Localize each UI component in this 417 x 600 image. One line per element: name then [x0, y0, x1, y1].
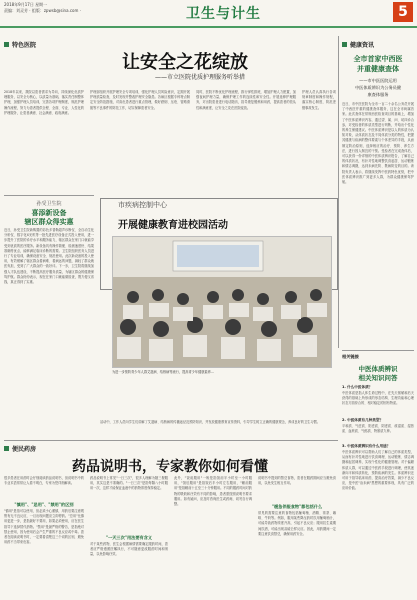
- qa-question-1: 1. 什么中医体质？: [342, 385, 373, 389]
- right-headline-2: 并重健康查体: [357, 64, 399, 73]
- bottom-section-divider: [4, 440, 338, 441]
- issue-date: 2018年9月17日 星期一: [4, 2, 48, 7]
- right-article-body: 近日，市中医医院为全市一百二十余名公务员开展了中西医并重的健康查体服务，这在全市尚属首家。此次查体在常规西医检查项目的基础上，增加了中医体质辨识内容，通过望、闻、问、切四诊合参，对受检者的体质类型进行判断，并给出个性化的养生保健建议。中医体质辨识是以人的体质为认知对象，从体质状态及不同体质分类的特性，把握其健康与疾病的整体要素与个体差异的手段，从而制定防治原则，选择相应的治疗、预防、养生方法，进行因人制宜的干预。受检者在完成查体后，可以获得一份详细的中医体质辨识报告，了解自己的体质状况，有针对性地调整饮食起居、运动锻炼和情志调摄，达到未病先防、既病防变的目的。该院负责人表示，将继续发挥中医药特色优势，把中医体质辨识推广到更多人群，为群众健康保驾护航。: [342, 102, 414, 185]
- qa-question-3: 3. 中医体质辨识有什么用途？: [342, 444, 391, 448]
- bottom-column-3: 对于某些药物，医生会根据病情需要确定服药时间，患者应严格遵照医嘱执行，不可随意更改服药时间和剂量，以免影响疗效。: [90, 542, 168, 557]
- feature-body: 活动中，工作人员向学生们讲解了艾滋病、结核病的传播途径及预防知识，并发放健康教育宣传资料，引导学生树立正确的健康观念，养成良好的卫生习惯。: [100, 420, 320, 424]
- hospital-article-top-divider: [4, 195, 94, 196]
- hospital-headline-2: 辖区群众得实惠: [24, 217, 74, 226]
- related-links-label: 相关链接: [342, 354, 359, 359]
- bottom-intro: 很多患者在用药时会仔细阅读药品说明书，但说明书中的专业术语常常让人看不明白，专家为您详细解读。: [4, 476, 84, 486]
- section-tag-pharmacy: 便民药房: [4, 444, 36, 453]
- right-subhead-1: ——市中医医院运用: [359, 78, 397, 83]
- qa-title-1: 中医体质辨识: [358, 365, 398, 373]
- section-marker-icon: [342, 42, 347, 47]
- article-column-3: 同时，医院不断优化护理流程，推行弹性排班，增加护理人力配置，加强夜间护理力量，确保护理工作的连续性和安全性。开展延伸护理服务，对出院患者进行电话随访，指导康复锻炼和用药，提高患者的依从性和满意度，让安全之花在医院绽放。: [196, 90, 296, 110]
- right-subhead-3: 康查体服务: [367, 92, 389, 97]
- bottom-headline: 药品说明书，专家教你如何看懂: [72, 459, 268, 475]
- article-column-2: 护理部组织开展护理安全专项培训，强化护理人员风险意识，定期开展护理质量检查，及时发现并整改护理安全隐患。各病区根据专科特点制定安全防范措施，对高危患者进行重点管理，做好跌倒、压疮、管路滑脱等不良事件的防范工作，切实保障患者安全。: [90, 90, 190, 110]
- bottom-column-5a: 说明书中提到的禁忌食物，患者在服药期间应当避免食用，以免发生相互作用。: [258, 476, 336, 486]
- subhead-1: "慎用"、"忌用"、"禁用"的区别: [14, 502, 74, 507]
- hospital-article-body: 近日，孙受卫生院新购置的彩色多普勒超声诊断仪、全自动生化分析仪、数字化X光机等一批先进医疗设备正式投入使用，进一步提升了医院的诊疗水平和服务能力，辖区群众在家门口就能享受到优质的医疗服务。新设备具有操作简便、检测速度快、结果准确等优点，能够满足临床诊断的需要。卫生院组织医务人员进行了专业培训，确保设备安全、规范使用。此次新设备的投入使用，有效缓解了辖区群众看病难、看病远的问题，减轻了群众就医负担，受到了广大群众的一致好评。下一步，卫生院将继续加强人才队伍建设，不断提高医疗服务质量，为辖区群众的健康保驾护航。群众纷纷表示，现在在家门口就能做检查，既方便又省钱，真正得到了实惠。: [4, 228, 94, 285]
- section-title: 卫生与计生: [186, 6, 261, 22]
- section-tag-health-news: 健康资讯: [342, 40, 374, 49]
- hospital-name: 孙受卫生院: [36, 201, 62, 207]
- bottom-column-1: "慎用"是指可以使用，但必须小心谨慎，用药后要注意观察有无不良反应，一旦出现问题应立即停药。"忌用"比慎用更进一步，是指最好不要用，如果必须使用，应在医生指导下选择替代药物。"禁用"是最严格的警告，是指绝对禁止使用，因为使用后会产生严重的不良反应或中毒。患者在阅读说明书时，一定要看清楚这三个词的区别，避免用药不当带来危害。: [4, 509, 84, 545]
- qa-answer-1: 中医体质是指人体生命过程中，在先天禀赋和后天获得的基础上所形成的形态结构、生理功能和心理状态方面综合的、相对稳定的固有特质。: [342, 391, 414, 406]
- section-marker-icon: [4, 42, 9, 47]
- article-column-1: 2018年以来，我院以患者需求为导向，持续深化优质护理服务，以安全为核心，以质量为基础，落实责任制整体护理，加强护理人员培训，完善各项护理制度，规范护理操作流程，努力为患者提供全程、全面、专业、人性化的护理服务，让患者满意、社会满意、政府满意。: [4, 90, 84, 115]
- qa-answer-2: 平和质、气虚质、阳虚质、阴虚质、痰湿质、湿热质、血瘀质、气郁质、特禀质九种。: [342, 424, 414, 434]
- classroom-photo-image: [113, 237, 331, 367]
- classroom-photo: [112, 236, 332, 368]
- page-number-badge: 5: [393, 2, 413, 22]
- right-subhead-2: 中医体质辨识为公务员健: [354, 85, 402, 90]
- bottom-column-2: 药品说明书上常见"一日三次"，很多人理解为随三餐服用，其实这是不准确的。"一日三次"是指每隔八小时服用一次，这样才能保证血液中的药物浓度保持稳定。: [90, 476, 168, 491]
- bottom-column-4: 此外，"饭前服用"一般是指饭前半小时至一小时服用，"饭后服用"是指饭后半小时左右服用，"睡前服用"是指睡前十五至三十分钟服用。不同的服药时间对药物的吸收和疗效有不同的影响，患者需按照说明书要求服用。如有疑问，应及时咨询医生或药师，切勿自行调整。: [174, 476, 252, 507]
- qa-title-2: 相关知识问答: [358, 374, 398, 382]
- right-column-divider: [338, 36, 339, 348]
- editor-line: 责编：刘灵芳 · 组版：zpwsb@sina.com ·: [4, 7, 81, 13]
- main-headline: 让安全之花绽放: [122, 52, 248, 73]
- right-headline-1: 全市首家中西医: [353, 54, 403, 63]
- section-marker-icon: [4, 446, 9, 451]
- subhead-3: "缓急伴服食物"都包括什么: [271, 504, 323, 509]
- qa-answer-3: 中医体质辨识可以帮助人们了解自己的体质类型，从而有针对性地进行饮食调理、运动锻炼、情志调摄和起居调养，实现个性化的健康管理。对于偏颇体质人群，可以通过中医药手段进行调理，使其逐渐向平和体质转化，预防疾病的发生。体质辨识还可用于指导临床用药，提高治疗效果，减少不良反应，是中医"治未病"思想的重要体现，具有广泛的应用价值。: [342, 450, 414, 491]
- hospital-headline-1: 喜添新设备: [31, 208, 67, 217]
- masthead-meta: [4, 2, 154, 13]
- qa-question-2: 2. 中医体质有几种类型？: [342, 418, 384, 422]
- article-column-4: 护理人员认真执行各项规章制度和操作规程，落实核心制度，防范差错事故发生。: [302, 90, 336, 110]
- subhead-2: "一天三次"用法要有含义: [105, 535, 153, 540]
- feature-headline: 开展健康教育进校园活动: [118, 220, 228, 231]
- main-subhead: ——市立医院优质护理服务听举措: [154, 74, 245, 81]
- feature-caption: 为进一步预防青少年人群艾滋病、结核病等流行，提高青少年健康素养...: [112, 370, 214, 374]
- right-box-divider: [342, 350, 414, 351]
- header-divider: [0, 26, 417, 28]
- section-tag-feature-hospital: 特色医院: [4, 40, 36, 49]
- feature-dept: 市疾病控制中心: [118, 201, 167, 209]
- bottom-column-5b: 常见的需要注意的食物包括葡萄柚、酒精、浓茶、咖啡、牛奶等。例如，服用某些降压药时饮用葡萄柚汁，可能导致药物浓度升高，引起不良反应；服用抗生素期间饮酒，可能出现双硫仑样反应。因此，用药期间一定要注意饮食禁忌，确保用药安全。: [258, 511, 336, 536]
